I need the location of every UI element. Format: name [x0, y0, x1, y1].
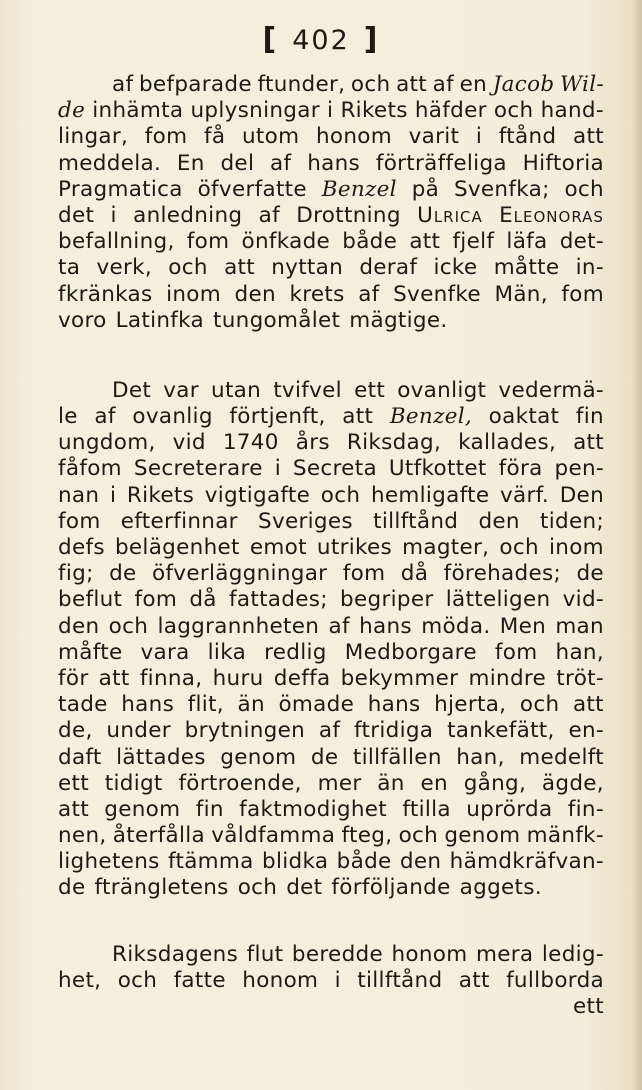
text-line [58, 151, 604, 177]
word: af [258, 202, 280, 228]
word: ftunder, [257, 72, 346, 97]
text-line [58, 718, 604, 744]
word: Riksdagens [112, 941, 239, 967]
word: lätteligen [445, 587, 551, 613]
paragraph-gap [58, 334, 604, 378]
word: de [310, 744, 339, 770]
word: läfa [506, 229, 548, 255]
word: befallning, [58, 229, 175, 255]
word: förtroende, [178, 770, 302, 796]
word: och [168, 255, 208, 281]
text-line [58, 177, 604, 203]
word: man [555, 613, 604, 639]
word: och [519, 692, 560, 718]
word: att [98, 665, 130, 691]
word: Ulrica [417, 202, 483, 228]
word: Benzel [321, 176, 397, 202]
word: af [112, 72, 134, 97]
word: tungomålet [213, 307, 341, 333]
word: att [342, 404, 374, 430]
text-line [58, 255, 604, 281]
word: de [109, 561, 137, 587]
text-line [58, 666, 604, 692]
text-line [58, 535, 604, 561]
word: öfverfatte [197, 176, 307, 202]
word: fom [561, 281, 604, 307]
word: förföljande [331, 875, 451, 901]
word: oaktat [488, 404, 560, 430]
word: het, [58, 967, 102, 993]
word: måtte [493, 255, 560, 281]
text-line [58, 72, 604, 98]
word: tillftånd [357, 967, 443, 993]
word: i [109, 482, 117, 508]
word: fig; [58, 561, 94, 587]
word: fkränkas [58, 281, 153, 307]
word: mägtige. [349, 307, 448, 333]
word: mindre [468, 665, 547, 691]
word: lighetens [58, 849, 160, 875]
word: önfkade [241, 229, 331, 255]
word: vigtigafte [204, 482, 311, 508]
word: både [342, 229, 398, 255]
word: Drottning [296, 202, 401, 228]
word: medelft [519, 744, 604, 770]
word: då [400, 561, 429, 587]
text-line [58, 378, 604, 404]
word: tvifvel [273, 377, 342, 403]
word: våldfamma [211, 823, 336, 849]
page-header [0, 22, 642, 57]
word: befparade [138, 72, 252, 97]
text-line [58, 282, 604, 308]
word: fom [144, 124, 188, 150]
word: Den [559, 482, 604, 508]
word: att [58, 796, 89, 822]
paragraph-gap [58, 902, 604, 942]
word: deffa [273, 665, 331, 691]
word: då [189, 587, 217, 613]
word: att [224, 255, 255, 281]
word: hans [307, 150, 361, 176]
word: 1740 [222, 430, 279, 456]
word: honom [315, 124, 392, 150]
word: förtjenft, [229, 404, 326, 430]
word: han, [456, 744, 505, 770]
word: förehades; [443, 561, 562, 587]
word: återfålla [112, 823, 205, 849]
word: måfte [58, 639, 123, 665]
word: års [295, 430, 330, 456]
word: lika [207, 639, 247, 665]
word: ett [58, 770, 89, 796]
text-line [58, 509, 604, 535]
word: ta [58, 255, 81, 281]
text-line [58, 229, 604, 255]
word: ftånd [498, 124, 557, 150]
word: redlig [264, 639, 327, 665]
text-line [58, 745, 604, 771]
word: nan [58, 482, 100, 508]
word: af [328, 613, 350, 639]
word: faktmodighet [239, 796, 388, 822]
word: hand- [540, 98, 604, 124]
word: öfverläggningar [151, 561, 328, 587]
word: hans [359, 613, 412, 639]
word: vedermä- [498, 377, 604, 403]
word: fattades; [229, 587, 328, 613]
word: de [58, 98, 86, 124]
text-line [58, 614, 604, 640]
word: af [318, 718, 341, 744]
word: både [336, 849, 392, 875]
word: Men [499, 613, 547, 639]
text-line [58, 124, 604, 150]
word: ledig- [541, 941, 604, 967]
word: och [320, 482, 361, 508]
word: fom [186, 229, 230, 255]
word: att [573, 430, 604, 456]
word: värf. [499, 482, 550, 508]
word: än [377, 770, 405, 796]
word: fom [342, 561, 386, 587]
word: fom [58, 508, 101, 534]
word: fin [575, 404, 604, 430]
page-number: 402 [292, 25, 350, 56]
word: och [350, 72, 391, 97]
word: icke [433, 255, 478, 281]
word: och [493, 98, 534, 124]
word: och [564, 176, 604, 202]
word: ömade [278, 692, 355, 718]
word: Wil- [560, 72, 604, 97]
word: inom [549, 535, 604, 560]
word: genom [444, 823, 521, 849]
text-line [58, 203, 604, 229]
word: honom [242, 967, 319, 993]
word: nyttan [271, 255, 344, 281]
word: Eleonoras [499, 202, 604, 228]
word: mänfk- [526, 823, 604, 849]
word: fjelf [452, 229, 495, 255]
word: det [286, 875, 323, 901]
text-line [58, 483, 604, 509]
word: af [432, 72, 454, 97]
word: Pragmatica [58, 176, 183, 202]
word: att [396, 72, 427, 97]
body-text [58, 72, 604, 1020]
word: i [327, 98, 334, 124]
word: vara [140, 639, 190, 665]
word: fin [195, 796, 224, 822]
word: under [106, 718, 171, 744]
word: ftridiga [354, 718, 434, 744]
word: genom [104, 796, 181, 822]
word: krets [289, 281, 345, 307]
word: brytningen [184, 718, 306, 744]
word: vid [172, 430, 206, 456]
word: i [274, 456, 281, 482]
word: fin- [567, 796, 604, 822]
word: flit, [187, 692, 224, 718]
paragraph-1 [58, 72, 604, 334]
text-line [58, 797, 604, 823]
word: tillftånd [373, 508, 459, 534]
word: ftämma [167, 849, 254, 875]
word: Secreterare [133, 456, 263, 482]
word: och [398, 823, 439, 849]
word: meddela. [58, 150, 162, 176]
word: de [576, 561, 604, 587]
word: och [499, 535, 539, 560]
word: af [358, 281, 380, 307]
text-line [58, 640, 604, 666]
text-line [58, 968, 604, 994]
word: nen, [58, 823, 107, 849]
text-line [58, 692, 604, 718]
word: mer [317, 770, 362, 796]
word: tiden; [540, 508, 604, 534]
word: Rikets [126, 482, 195, 508]
word: flut [246, 941, 284, 967]
word: Rikets [340, 98, 408, 124]
word: begriper [340, 587, 434, 613]
word: anledning [133, 202, 243, 228]
left-bracket: [ [262, 22, 279, 57]
word: En [176, 150, 205, 176]
text-line [58, 308, 604, 334]
word: tidigt [104, 770, 163, 796]
word: Män, [494, 281, 548, 307]
word: det- [559, 229, 604, 255]
word: fom [134, 587, 178, 613]
right-bracket: ] [363, 22, 380, 57]
word: på [411, 176, 440, 202]
word: genom [220, 744, 297, 770]
word: i [110, 202, 117, 228]
word: Medborgare [344, 639, 477, 665]
word: laggrannheten [157, 613, 320, 639]
word: den [234, 281, 276, 307]
word: och [117, 967, 158, 993]
word: le [58, 404, 78, 430]
word: fom [494, 639, 538, 665]
page-edge-shadow [632, 0, 642, 1090]
word: ungdom, [58, 430, 156, 456]
word: finna, [139, 665, 203, 691]
word: utrikes [316, 535, 393, 560]
word: han, [555, 639, 604, 665]
word: ett [354, 377, 386, 403]
word: inhämta [92, 98, 184, 124]
word: den [399, 849, 442, 875]
word: ovanlig [132, 404, 213, 430]
word: mera [476, 941, 534, 967]
word: af [270, 150, 292, 176]
word: del [220, 150, 255, 176]
word: möda. [421, 613, 491, 639]
word: Sveriges [258, 508, 353, 534]
text-line [58, 561, 604, 587]
word: uplysningar [190, 98, 320, 124]
word: ovanligt [397, 377, 487, 403]
word: Jacob [492, 72, 555, 97]
word: hjerta, [434, 692, 507, 718]
text-line [58, 404, 604, 430]
word: fatte [173, 967, 226, 993]
word: uprörda [466, 796, 553, 822]
word: emot [249, 535, 307, 560]
word: lingar, [58, 124, 129, 150]
word: magter, [402, 535, 490, 560]
word: fåfom [58, 456, 122, 482]
word: lättades [116, 744, 206, 770]
word: utom [241, 124, 300, 150]
word: af [94, 404, 116, 430]
word: en [420, 770, 448, 796]
word: det [58, 202, 95, 228]
word: en [459, 72, 488, 97]
word: tröt- [556, 665, 604, 691]
word: hämdkräfvan- [449, 849, 604, 875]
word: voro [58, 307, 107, 333]
word: tillfällen [352, 744, 442, 770]
word: föra [498, 456, 543, 482]
word: och [108, 613, 149, 639]
word: utan [211, 377, 262, 403]
word: blidka [262, 849, 329, 875]
word: ftilla [402, 796, 451, 822]
word: Hiftoria [522, 150, 604, 176]
catchword: ett [573, 994, 604, 1019]
word: Riksdag, [346, 430, 442, 456]
word: var [163, 377, 199, 403]
text-line [58, 771, 604, 797]
word: belägenhet [114, 535, 240, 560]
word: huru [212, 665, 264, 691]
word: de [58, 875, 86, 901]
word: pen- [554, 456, 604, 482]
word: fteg, [341, 823, 393, 849]
word: kallades, [458, 430, 557, 456]
word: att [572, 692, 604, 718]
word: tankefätt, [447, 718, 555, 744]
text-line [58, 587, 604, 613]
word: tade [58, 692, 108, 718]
word: inom [166, 281, 221, 307]
word: Det [112, 377, 152, 403]
word: Utfkottet [388, 456, 487, 482]
word: häfder [414, 98, 487, 124]
word: de, [58, 718, 93, 744]
word: än [237, 692, 265, 718]
text-line [58, 456, 604, 482]
word: verk, [96, 255, 153, 281]
word: Svenfka; [453, 176, 550, 202]
word: daft [58, 744, 102, 770]
text-line [58, 875, 604, 901]
word: defs [58, 535, 105, 560]
word: bekymmer [340, 665, 459, 691]
word: fullborda [506, 967, 604, 993]
word: den [58, 613, 100, 639]
word: en- [568, 718, 604, 744]
word: Latinfka [115, 307, 205, 333]
text-line [58, 849, 604, 875]
word: hans [121, 692, 175, 718]
word: gång, [463, 770, 527, 796]
word: Svenfke [393, 281, 481, 307]
word: i [475, 124, 483, 150]
word: Secreta [292, 456, 377, 482]
catchword-line [58, 994, 604, 1020]
word: beflut [58, 587, 123, 613]
word: hemligafte [370, 482, 490, 508]
paragraph-3 [58, 942, 604, 994]
word: aggets. [459, 875, 542, 901]
word: in- [575, 255, 604, 281]
word: beredde [291, 941, 383, 967]
word: få [204, 124, 226, 150]
word: i [334, 967, 341, 993]
word: fträngletens [94, 875, 229, 901]
word: honom [391, 941, 468, 967]
word: att [573, 124, 604, 150]
text-line [58, 98, 604, 124]
text-line [58, 823, 604, 849]
word: hans [367, 692, 421, 718]
word: att [409, 229, 441, 255]
word: och [237, 875, 278, 901]
word: Benzel, [389, 404, 473, 430]
word: förträffeliga [375, 150, 507, 176]
text-line [58, 942, 604, 968]
word: varit [408, 124, 460, 150]
word: vid- [562, 587, 604, 613]
word: den [478, 508, 520, 534]
word: efterfinnar [120, 508, 238, 534]
word: deraf [359, 255, 418, 281]
text-line [58, 430, 604, 456]
word: att [458, 967, 490, 993]
word: för [58, 665, 89, 691]
paragraph-2 [58, 378, 604, 902]
word: ägde, [541, 770, 604, 796]
